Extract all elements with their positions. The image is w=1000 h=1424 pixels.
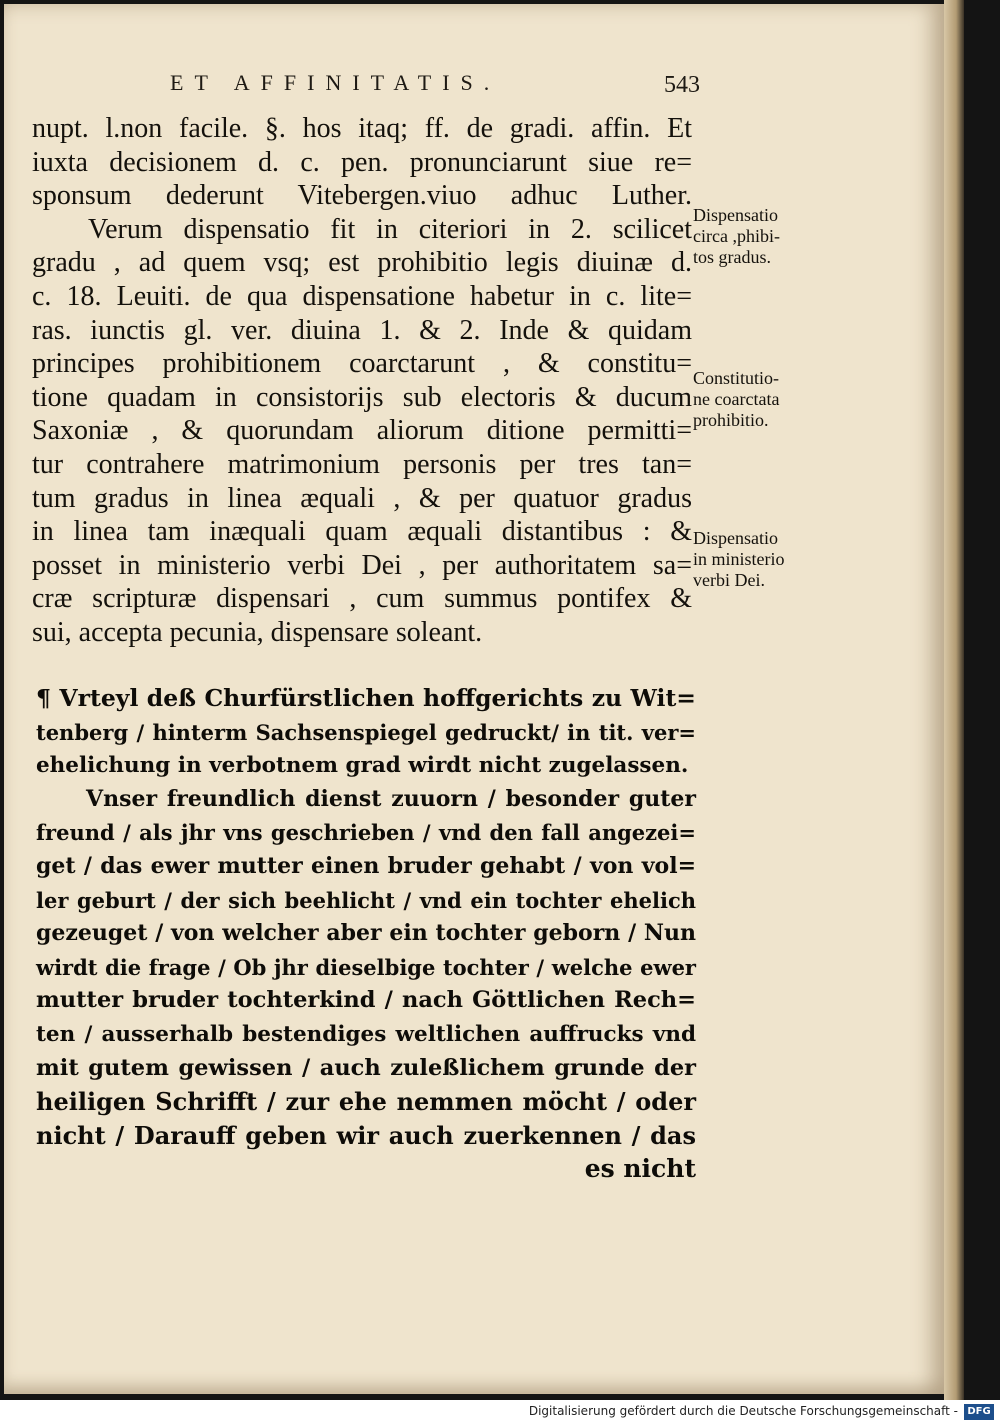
text-line: tenberg / hinterm Sachsenspiegel gedruckt/ in tit. ver=: [36, 719, 696, 745]
margin-note-line: Dispensatio: [693, 205, 778, 225]
text-line: ler geburt / der sich beehlicht / vnd ein tochter ehelich: [36, 887, 696, 913]
margin-note-ministerio: [693, 528, 823, 591]
text-line: wirdt die frage / Ob jhr dieselbige tochter / welche ewer: [36, 954, 696, 980]
funding-credit: Digitalisierung gefördert durch die Deutsche Forschungsgemeinschaft -: [528, 1404, 958, 1418]
text-line: c. 18. Leuiti. de qua dispensatione habetur in c. lite=: [32, 280, 692, 312]
text-line: mit gutem gewissen / auch zuleßlichem grunde der: [36, 1054, 696, 1081]
text-line: tum gradus in linea æquali , & per quatuor gradus: [32, 482, 692, 514]
text-line: sui, accepta pecunia, dispensare soleant.: [32, 616, 483, 648]
text-line: nupt. l.non facile. §. hos itaq; ff. de gradi. affin. Et: [32, 113, 692, 144]
text-line: tione quadam in consistorijs sub electoris & ducum: [32, 381, 692, 413]
margin-note-line: Dispensatio: [693, 528, 778, 548]
margin-note-line: Constitutio-: [693, 368, 780, 388]
text-line: ras. iunctis gl. ver. diuina 1. & 2. Inde & quidam: [32, 314, 692, 346]
margin-note-line: circa ,phibi-: [693, 226, 780, 246]
text-line: mutter bruder tochterkind / nach Göttlichen Rech=: [36, 987, 696, 1014]
text-line: ehelichung in verbotnem grad wirdt nicht zugelassen.: [36, 753, 689, 779]
text-line: heiligen Schrifft / zur ehe nemmen möcht / oder: [36, 1087, 696, 1117]
margin-note-line: verbi Dei.: [693, 570, 765, 590]
text-line: sponsum dederunt Vitebergen.viuo adhuc Luther.: [32, 180, 692, 212]
text-line: tur contrahere matrimonium personis per tres tan=: [32, 448, 692, 480]
margin-note-constitutione: [693, 368, 823, 431]
text-line: in linea tam inæquali quam æquali distantibus : &: [32, 516, 692, 548]
text-line: posset in ministerio verbi Dei , per authoritatem sa=: [32, 549, 692, 581]
text-line: Saxoniæ , & quorundam aliorum ditione permitti=: [32, 415, 692, 447]
page-number: 543: [664, 72, 700, 98]
text-line: Vnser freundlich dienst zuuorn / besonder guter: [86, 785, 696, 812]
text-line: get / das ewer mutter einen bruder gehabt / von vol=: [36, 852, 696, 879]
page-header: [170, 70, 700, 106]
text-line: nicht / Darauff geben wir auch zuerkennen / das: [36, 1120, 696, 1150]
margin-note-line: tos gradus.: [693, 247, 771, 267]
text-line: freund / als jhr vns geschrieben / vnd den fall angezei=: [36, 820, 696, 846]
text-line: principes prohibitionem coarctarunt , & constitu=: [32, 348, 692, 380]
catchword: es nicht: [584, 1154, 696, 1184]
german-text-block: [36, 682, 696, 1186]
margin-note-line: ne coarctata: [693, 389, 780, 409]
page-edge: [944, 0, 964, 1400]
dfg-logo: DFG: [964, 1404, 994, 1420]
text-line: ten / ausserhalb bestendiges weltlichen auffrucks vnd: [36, 1021, 696, 1047]
margin-note-line: prohibitio.: [693, 410, 769, 430]
text-line: gradu , ad quem vsq; est prohibitio legis diuinæ d.: [32, 247, 692, 279]
text-line: iuxta decisionem d. c. pen. pronunciarunt siue re=: [32, 146, 692, 178]
text-line: gezeuget / von welcher aber ein tochter geborn / Nun: [36, 920, 696, 947]
margin-note-dispensatio: [693, 205, 823, 268]
margin-note-line: in ministerio: [693, 549, 785, 569]
text-line: cræ scripturæ dispensari , cum summus pontifex &: [32, 583, 692, 615]
running-title: ET AFFINITATIS.: [170, 70, 501, 95]
text-line: Verum dispensatio fit in citeriori in 2. scilicet: [88, 213, 692, 245]
text-line: ¶ Vrteyl deß Churfürstlichen hoffgerichts zu Wit=: [36, 684, 696, 712]
latin-text-block: [32, 112, 692, 650]
footer-bar: [0, 1400, 1000, 1424]
